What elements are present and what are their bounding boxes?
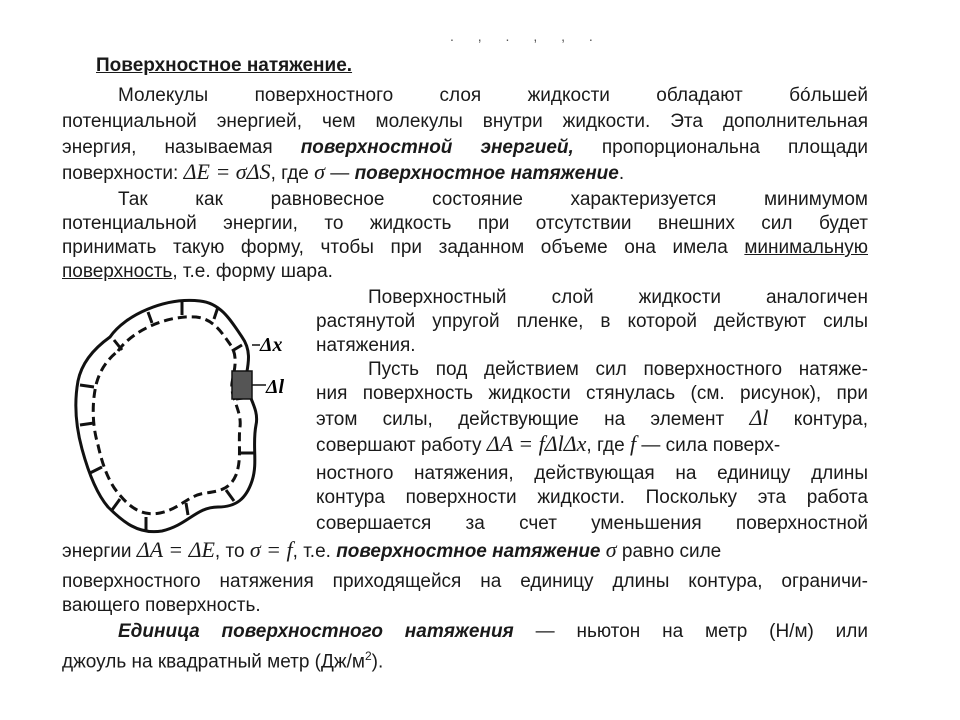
p4-line-10: вающего поверхность. [62,595,261,616]
p4-line-8 [62,538,721,564]
page-title: Поверхностное натяжение. [96,55,353,76]
p1-line-3-b: пропорциональна площади [573,137,868,158]
p4-line-6: контура поверхности жидкости. Поскольку эта работа [316,487,868,508]
f-symbol: f [629,431,637,456]
sigma-symbol-2: σ [605,537,617,562]
p5-line-2-a: джоуль на квадратный метр (Дж/м [62,651,365,673]
force-ticks [80,302,254,530]
p4-line-8-b: , то [214,541,250,562]
formula-energy-area: ΔE = σΔS [183,159,271,184]
p1-line-4-end: . [618,163,625,184]
p4-line-4-c: — сила поверх- [636,435,781,456]
p4-line-4-b: , где [586,435,630,456]
p4-line-8-c: , т.е. [292,541,337,562]
p4-line-8-a: энергии [62,541,137,562]
term-surface-tension: поверхностное натяжение [354,163,619,184]
p1-line-4-a: поверхности: [62,163,184,184]
p2-line-2: потенциальной энергии, то жидкость при отсутствии внешних сил будет [62,213,868,234]
p5-line-1-b: — ньютон на метр (Н/м) или [513,621,868,642]
p3-line-1: Поверхностный слой жидкости аналогичен [368,287,868,308]
term-surface-tension-2: поверхностное натяжение [336,541,601,562]
p2-line-3 [62,236,868,260]
p2-line-4-b: , т.е. форму шара. [172,261,333,282]
p4-line-1: Пусть под действием сил поверхностного натяже- [368,359,868,380]
contour-figure [70,285,310,555]
p1-line-4 [62,160,624,186]
p4-line-8-d: равно силе [616,541,722,562]
formula-work: ΔA = fΔlΔx [486,431,587,456]
term-surface-energy: поверхностной энергией, [300,137,574,158]
underlined-surface: поверхность [62,261,173,282]
p1-line-4-b: , где [270,163,315,184]
p4-line-3 [316,406,868,432]
p3-line-3: натяжения. [316,335,416,356]
formula-work-energy: ΔA = ΔE [136,537,215,562]
delta-l-symbol: Δl [749,405,769,430]
formula-sigma-f: σ = f [249,537,293,562]
term-unit: Единица поверхностного натяжения [118,621,514,642]
p5-line-2 [62,644,383,674]
p4-line-2: ния поверхность жидкости стянулась (см. рисунок), при [316,383,868,404]
superscript-2: 2 [364,649,372,663]
p4-line-4-a: совершают работу [316,435,487,456]
p3-line-2: растянутой упругой пленке, в которой действуют силы [316,311,868,332]
p4-line-7: совершается за счет уменьшения поверхностной [316,513,868,534]
p1-line-3-a: энергия, называемая [62,137,301,158]
top-fragment: . , . , , . [450,28,603,44]
sigma-symbol: σ [314,159,325,184]
p1-line-1: Молекулы поверхностного слоя жидкости обладают бóльшей [118,85,868,106]
inner-dashed-contour [93,317,240,514]
p2-line-3-a: принимать такую форму, чтобы при заданном объеме она имела [62,237,745,258]
p2-line-4 [62,260,333,284]
label-dx: Δx [260,334,283,356]
p5-line-1 [118,620,868,644]
p4-line-9: поверхностного натяжения приходящейся на единицу длины контура, ограничи- [62,571,868,592]
p1-line-4-c: — [325,163,355,184]
hatched-element [232,371,252,399]
p4-line-3-a: этом силы, действующие на элемент [316,409,750,430]
p4-line-4 [316,432,780,458]
label-dl: Δl [266,376,285,398]
p4-line-5: ностного натяжения, действующая на единицу длины [316,463,868,484]
p1-line-3 [62,136,868,160]
p5-line-2-b: ). [371,651,384,673]
p1-line-2: потенциальной энергией, чем молекулы внутри жидкости. Эта дополнительная [62,111,868,132]
p4-line-3-b: контура, [768,409,868,430]
p2-line-1: Так как равновесное состояние характеризуется минимумом [118,189,868,210]
underlined-minimal: минимальную [744,237,868,258]
